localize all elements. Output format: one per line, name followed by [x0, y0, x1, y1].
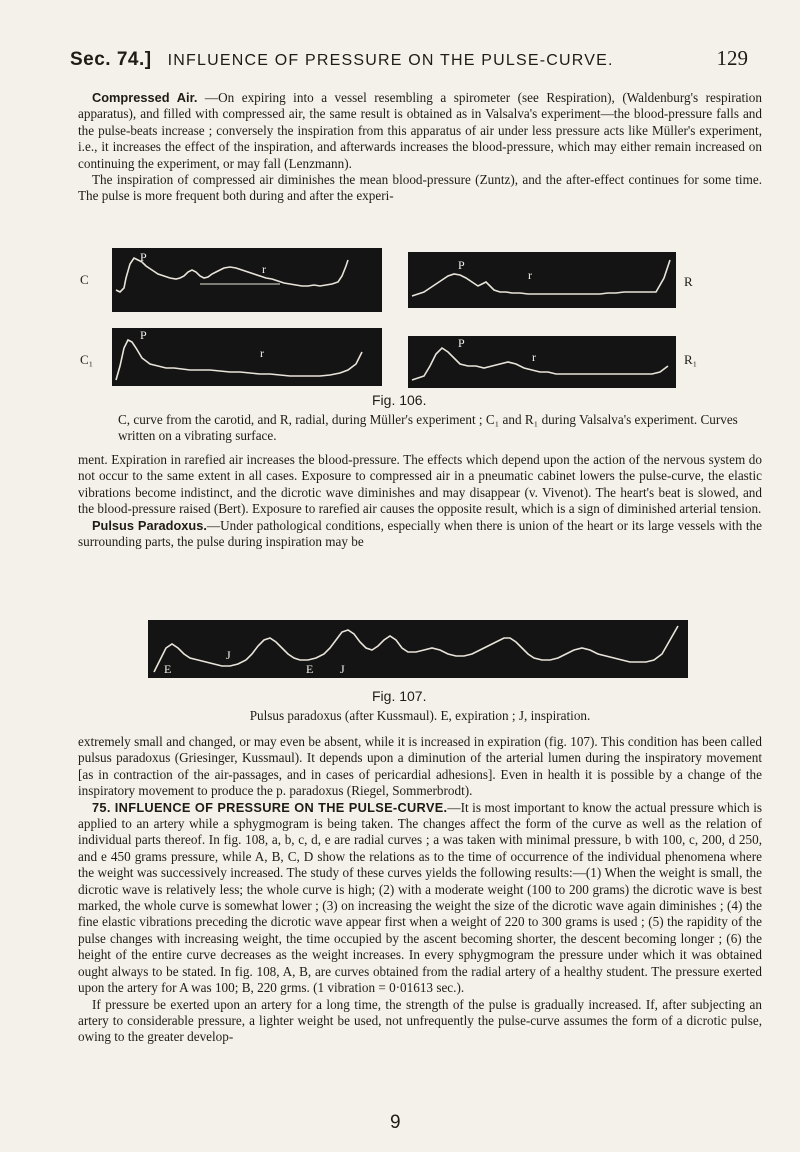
paragraph-text: ment. Expiration in rarefied air increases the blood-pressure. The effects which depend upon the action of the nervous system do not occur to the same extent in all cases. Exposure to compressed air in a pneumatic cabinet lowers the pulse-curve, the elastic vibrations become indistinct, and the dicrotic wave diminishes and may disappear (v. Vivenot). The heart's beat is slowed, and the blood-pressure raised (Bert). Exposure to rarefied air causes the opposite result, which is a sign of diminished arterial tension. — [78, 452, 762, 517]
paragraph-text: —It is most important to know the actual pressure which is applied to an artery while a sphygmogram is being taken. The changes affect the form of the curve as well as the relation of individual parts thereof. In fig. 108, a, b, c, d, e are radial curves ; a was taken with minimal pressure, b with 100, c, 200, d 250, and e 450 grams pressure, while A, B, C, D show the relations as to the time of occurrence of the individual phenomena where the weight was successively increased. The study of these curves yields the following results:—(1) When the weight is small, the dicrotic wave is relatively less; the whole curve is high; (2) with a moderate weight (100 to 200 grams) the dicrotic wave is best marked, the whole curve is somewhat lower ; (3) on increasing the weight the size of the dicrotic wave again diminishes ; (4) the fine elastic vibrations preceding the dicrotic wave appear first when a weight of 220 to 300 grams is used ; (5) the rapidity of the pulse changes with increasing weight, the time occupied by the ascent becoming shorter, the descent becoming longer ; (6) the height of the entire curve decreases as the weight increases. In every sphygmogram the pressure under which it was obtained ought always to be stated. In fig. 108, A, B, are curves obtained from the radial artery of a healthy student. The pressure exerted upon the artery for A was 100; B, 220 grms. (1 vibration = 0·01613 sec.). — [78, 799, 762, 996]
label-j: J — [226, 648, 231, 662]
paragraph-text: The inspiration of compressed air diminishes the mean blood-pressure (Zuntz), and the after-effect continues for some time. The pulse is more frequent both during and after the experi- — [78, 172, 762, 204]
label-r-small: r — [532, 350, 536, 364]
label-p: P — [458, 258, 465, 272]
label-c1: C₁ — [80, 352, 94, 367]
label-r: R — [684, 274, 693, 289]
label-e: E — [306, 662, 314, 676]
figure-107 — [148, 620, 688, 678]
figure-107-number: Fig. 107. — [372, 688, 427, 704]
label-p: P — [140, 328, 147, 342]
label-r-small: r — [528, 268, 532, 282]
figure-106-plates — [80, 248, 720, 390]
figure-106 — [80, 248, 720, 390]
signature-mark: 9 — [390, 1112, 401, 1133]
paragraph-text: —Under pathological conditions, especially when there is union of the heart or its large vessels with the surrounding parts, the pulse during inspiration may be — [78, 517, 762, 550]
label-r1: R₁ — [684, 352, 698, 367]
page-number: 129 — [716, 46, 748, 70]
figure-107-caption: Pulsus paradoxus (after Kussmaul). E, expiration ; J, inspiration. — [249, 708, 591, 723]
running-title: INFLUENCE OF PRESSURE ON THE PULSE-CURVE. — [167, 52, 614, 69]
figure-106-caption: C, curve from the carotid, and R, radial, during Müller's experiment ; C₁ and R₁ during Valsalva's experiment. Curves written on a vibrating surface. — [118, 412, 738, 444]
label-c: C — [80, 272, 89, 287]
run-in-heading: Compressed Air. — [92, 90, 198, 105]
label-j: J — [340, 662, 345, 676]
paragraph-pulsus-paradoxus — [78, 734, 762, 1046]
label-p: P — [140, 250, 147, 264]
label-r-small: r — [260, 346, 264, 360]
paragraph-rarefied-air — [78, 452, 762, 550]
paragraph-text: extremely small and changed, or may even be absent, while it is increased in expiration (fig. 107). This condition has been called pulsus paradoxus (Griesinger, Kussmaul). It depends upon a diminution of the arterial lumen during the inspiratory movement [as in contraction of the air-passages, and in cases of pericardial adhesions]. Even in health it is possible by a change of the inspiratory movement to produce the p. paradoxus (Riegel, Sommerbrodt). — [78, 734, 762, 799]
section-heading: 75. INFLUENCE OF PRESSURE ON THE PULSE-CURVE. — [92, 799, 448, 815]
section-number: Sec. 74.] — [70, 49, 152, 70]
label-p: P — [458, 336, 465, 350]
label-e: E — [164, 662, 172, 676]
running-header — [70, 46, 748, 80]
paragraph-compressed-air — [78, 90, 762, 205]
paragraph-text: If pressure be exerted upon an artery for a long time, the strength of the pulse is gradually increased. If, after subjecting an artery to considerable pressure, a lighter weight be used, not unfrequently the pulse-curve assumes the form of a dicrotic pulse, owing to the greater develop- — [78, 996, 762, 1045]
label-r-small: r — [262, 262, 266, 276]
paragraph-text: —On expiring into a vessel resembling a spirometer (see Respiration), (Waldenburg's respiration apparatus), and filled with compressed air, the same result is obtained as in Valsalva's experiment—the blood-pressure falls and the pulse-beats increase ; conversely the inspiration from this apparatus of air under less pressure acts like Müller's experiment, i.e., it increases the effect of the inspiration, and afterwards increases the blood-pressure, which may either remain increased on continuing the experiment, or may fall (Lenzmann). — [78, 90, 762, 171]
run-in-heading: Pulsus Paradoxus. — [92, 517, 207, 533]
figure-106-number: Fig. 106. — [372, 392, 427, 408]
